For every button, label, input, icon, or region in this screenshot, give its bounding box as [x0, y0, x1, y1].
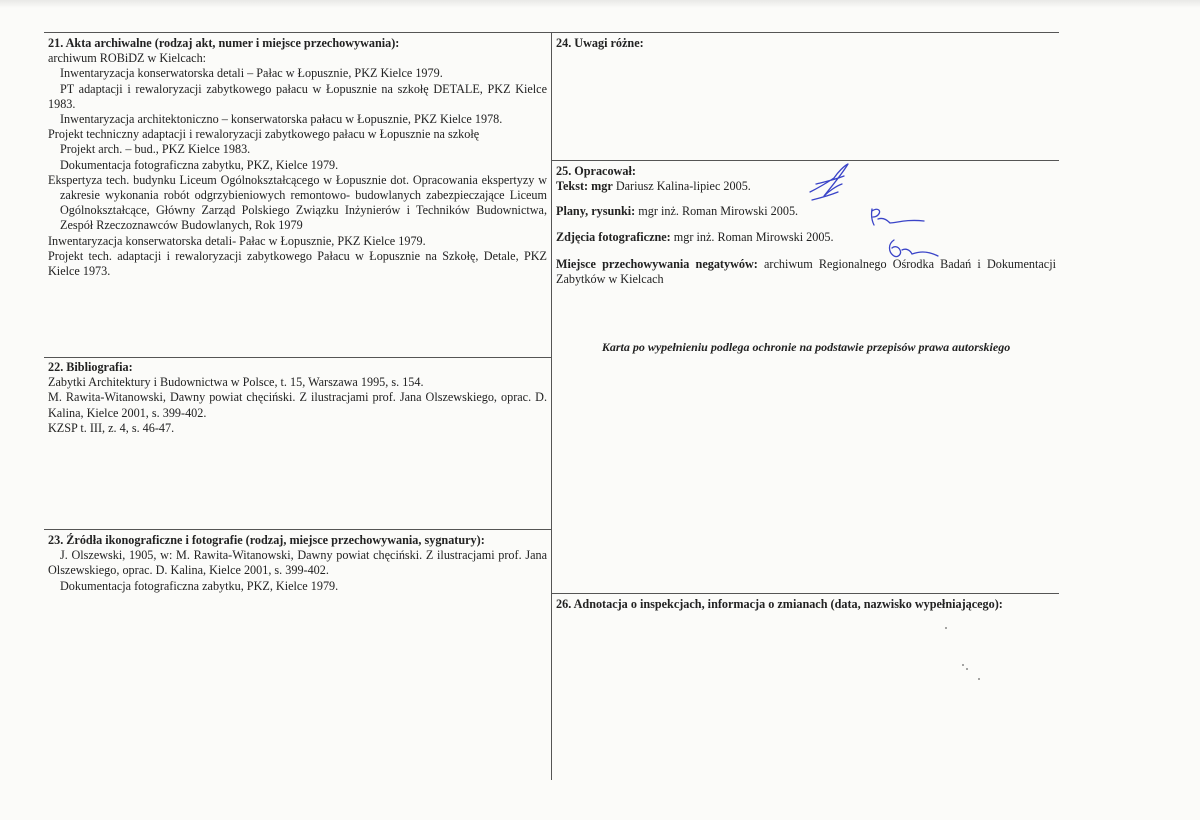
section-26 — [556, 597, 1056, 612]
s21-line: Dokumentacja fotograficzna zabytku, PKZ, Kielce 1979. — [60, 157, 339, 172]
s21-line: Projekt tech. adaptacji i rewaloryzacji zabytkowego Pałacu w Łopusznie na Szkołę, Detale, PKZ Kielce 1973. — [48, 248, 547, 279]
negatives-label: Miejsce przechowywania negatywów: — [556, 256, 758, 271]
section-22 — [48, 360, 547, 436]
scan-speck — [945, 627, 947, 629]
section-21 — [48, 36, 547, 279]
scan-speck — [966, 668, 968, 670]
signature-photos — [884, 234, 942, 262]
section-21-title: 21. Akta archiwalne (rodzaj akt, numer i miejsce przechowywania): — [48, 36, 400, 50]
plans-label: Plany, rysunki: — [556, 204, 636, 219]
s22-line: M. Rawita-Witanowski, Dawny powiat chęciński. Z ilustracjami prof. Jana Olszewskiego, oprac. D. Kalina, Kielce 2001, s. 399-402. — [48, 390, 547, 420]
signature-text-author — [798, 162, 858, 204]
column-divider — [551, 32, 552, 780]
scan-speck — [962, 664, 964, 666]
author-text-value: Dariusz Kalina-lipiec 2005. — [615, 179, 751, 194]
section-23-title: 23. Źródła ikonograficzne i fotografie (rodzaj, miejsce przechowywania, sygnatury): — [48, 533, 485, 547]
s21-line: Inwentaryzacja architektoniczno – konserwatorska pałacu w Łopusznie, PKZ Kielce 1978. — [60, 112, 503, 127]
section-26-title: 26. Adnotacja o inspekcjach, informacja o zmianach (data, nazwisko wypełniającego): — [556, 597, 1003, 611]
top-rule-right — [551, 32, 1059, 33]
section-25-title: 25. Opracował: — [556, 164, 636, 178]
copyright-note: Karta po wypełnieniu podlega ochronie na podstawie przepisów prawa autorskiego — [601, 340, 1011, 354]
s22-line: Zabytki Architektury i Budownictwa w Polsce, t. 15, Warszawa 1995, s. 154. — [48, 375, 424, 390]
negatives-row — [556, 257, 1056, 287]
s21-line: Projekt techniczny adaptacji i rewaloryzacji zabytkowego pałacu w Łopusznie na szkołę — [48, 127, 480, 142]
section-22-title: 22. Bibliografia: — [48, 360, 133, 374]
s21-line: Inwentaryzacja konserwatorska detali- Pałac w Łopusznie, PKZ Kielce 1979. — [48, 233, 426, 248]
s21-line: archiwum ROBiDZ w Kielcach: — [48, 51, 207, 66]
negatives-value: archiwum Regionalnego Ośrodka Badań i Dokumentacji Zabytków w Kielcach — [556, 256, 1056, 287]
s22-line: KZSP t. III, z. 4, s. 46-47. — [48, 420, 175, 435]
rule-22 — [44, 357, 551, 358]
plans-value: mgr inż. Roman Mirowski 2005. — [638, 204, 799, 219]
scan-speck — [978, 678, 980, 680]
s21-line: Projekt arch. – bud., PKZ Kielce 1983. — [60, 142, 251, 157]
s23-line: Dokumentacja fotograficzna zabytku, PKZ, Kielce 1979. — [60, 578, 339, 593]
author-text-label: Tekst: mgr — [556, 179, 613, 194]
rule-26 — [551, 593, 1059, 594]
rule-23 — [44, 529, 551, 530]
photos-label: Zdjęcia fotograficzne: — [556, 229, 671, 244]
s23-line: J. Olszewski, 1905, w: M. Rawita-Witanowski, Dawny powiat chęciński. Z ilustracjami prof. Jana Olszewskiego, oprac. D. Kalina, Kielce 2001, s. 399-402. — [48, 548, 547, 578]
s21-line: Inwentaryzacja konserwatorska detali – Pałac w Łopusznie, PKZ Kielce 1979. — [60, 66, 443, 81]
photos-value: mgr inż. Roman Mirowski 2005. — [673, 229, 834, 244]
photos-row — [556, 230, 1056, 245]
s21-line: Ekspertyza tech. budynku Liceum Ogólnokształcącego w Łopusznie dot. Opracowania ekspertyzy w zakresie wykonania robót odgrzybieniowych remontowo- budowlanych zabezpieczające Liceum Ogólnokształcące, Główny Zarząd Polskiego Związku Inżynierów i Techników Budownictwa, Zespół Rzeczoznawców Budowlanych, Rok 1979 — [48, 172, 547, 233]
signature-plans — [866, 205, 928, 231]
scan-shadow — [0, 0, 1200, 8]
section-24-title: 24. Uwagi różne: — [556, 36, 644, 50]
top-rule-left — [44, 32, 551, 33]
plans-row — [556, 204, 1056, 219]
rule-25 — [551, 160, 1059, 161]
section-23 — [48, 533, 547, 594]
s21-line: PT adaptacji i rewaloryzacji zabytkowego pałacu w Łopusznie na szkołę DETALE, PKZ Kielce 1983. — [48, 81, 547, 111]
section-24 — [556, 36, 1056, 51]
